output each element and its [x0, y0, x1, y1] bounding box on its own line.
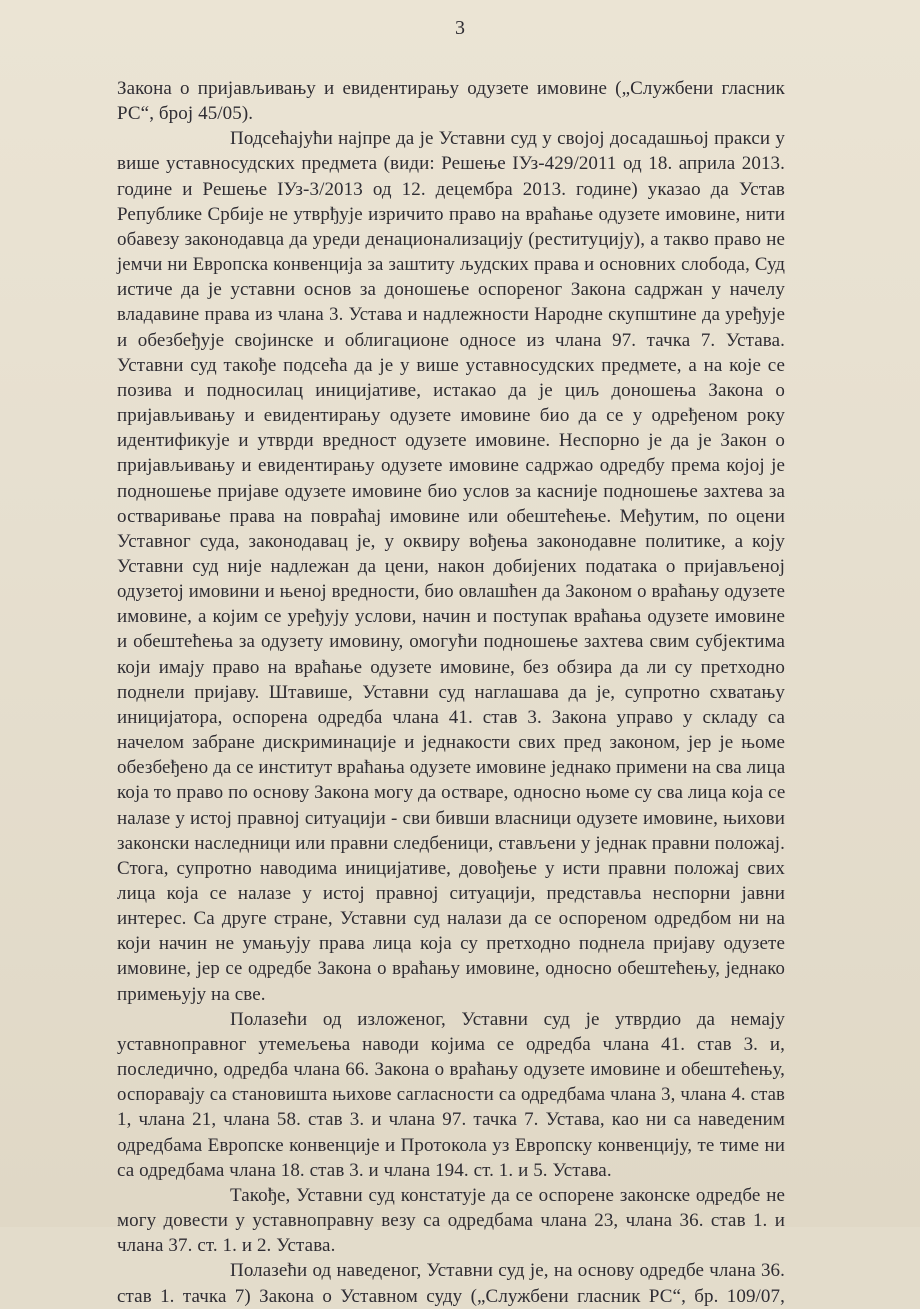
text-line: и обезбеђује својинске и облигационе односе из члана 97. тачка 7. Устава.: [117, 329, 785, 351]
paragraph: [117, 1183, 785, 1258]
text-line: пријављивању и евидентирању одузете имовине био да се у одређеном року: [117, 405, 785, 427]
text-line: законски наследници или правни следбеници, стављени у једнак правни положај.: [117, 832, 785, 854]
text-line: подношење пријаве одузете имовине био услов за касније подношење захтева за: [117, 480, 785, 502]
paragraph: [117, 126, 785, 1006]
document-body: [117, 76, 785, 1309]
text-line: владавине права из члана 3. Устава и надлежности Народне скупштине да уређује: [117, 304, 785, 326]
paragraph: [117, 1258, 785, 1308]
text-line: РС“, број 45/05).: [117, 103, 254, 125]
text-line: обавезу законодавца да уреди денационализацију (реституцију), а такво право не: [117, 228, 785, 250]
text-line: став 1. тачка 7) Закона о Уставном суду („Службени гласник РС“, бр. 109/07,: [117, 1285, 785, 1307]
text-line: јемчи ни Европска конвенција за заштиту људских права и основних слобода, Суд: [117, 254, 785, 276]
text-line: Уставни суд није надлежан да цени, након добијених података о пријављеној: [117, 555, 785, 577]
text-line: оспоравају са становишта њихове сагласности са одредбама члана 3, члана 4. став: [117, 1084, 785, 1106]
text-line: Полазећи од наведеног, Уставни суд је, на основу одредбе члана 36.: [230, 1260, 785, 1282]
text-line: члана 37. ст. 1. и 2. Устава.: [117, 1235, 336, 1257]
text-line: последично, одредба члана 66. Закона о враћању одузете имовине и обештећењу,: [117, 1059, 785, 1081]
text-line: Подсећајући најпре да је Уставни суд у својој досадашњој пракси у: [230, 128, 785, 150]
text-line: више уставносудских предмета (види: Решење ІУз-429/2011 од 18. априла 2013.: [117, 153, 785, 175]
text-line: који начин не умањују права лица која су претходно поднела пријаву одузете: [117, 933, 785, 955]
text-line: Републике Србије не утврђује изричито право на враћање одузете имовине, нити: [117, 203, 785, 225]
text-line: могу довести у уставноправну везу са одредбама члана 23, члана 36. став 1. и: [117, 1210, 785, 1232]
text-line: одредбама Европске конвенције и Протокола уз Европску конвенцију, те тиме ни: [117, 1134, 785, 1156]
text-line: са одредбама члана 18. став 3. и члана 194. ст. 1. и 5. Устава.: [117, 1159, 612, 1181]
paragraph: [117, 1007, 785, 1183]
text-line: имовине, а којим се уређују услови, начин и поступак враћања одузете имовине: [117, 606, 785, 628]
text-line: уставноправног утемељења наводи којима се одредба члана 41. став 3. и,: [117, 1033, 785, 1055]
text-line: године и Решење ІУз-3/2013 од 12. децембра 2013. године) указао да Устав: [117, 178, 785, 200]
text-line: обезбеђено да се институт враћања одузете имовине једнако примени на сва лица: [117, 757, 786, 779]
text-line: лица која се налазе у истој правној ситуацији, представља неспорни јавни: [117, 883, 785, 904]
text-line: 1, члана 21, члана 58. став 3. и члана 97. тачка 7. Устава, као ни са наведеним: [117, 1109, 785, 1131]
text-line: и обештећења за одузету имовину, омогући подношење захтева свим субјектима: [117, 631, 785, 653]
text-line: поднели пријаву. Штавише, Уставни суд наглашава да је, супротно схватању: [117, 681, 785, 703]
text-line: Закона о пријављивању и евидентирању одузете имовине („Службени гласник: [117, 78, 785, 99]
text-line: примењују на све.: [117, 983, 266, 1005]
text-line: идентификује и утврди вредност одузете имовине. Неспорно је да је Закон о: [117, 430, 785, 452]
text-line: Полазећи од изложеног, Уставни суд је утврдио да немају: [230, 1008, 785, 1030]
text-line: одузетој имовини и њеној вредности, био овлашћен да Законом о враћању одузете: [117, 581, 785, 603]
text-line: Стога, супротно наводима иницијативе, довођење у исти правни положај свих: [117, 857, 785, 879]
text-line: иницијатора, оспорена одредба члана 41. став 3. Закона управо у складу са: [117, 706, 785, 728]
text-line: која то право по основу Закона могу да остваре, односно њоме су сва лица која се: [117, 782, 786, 804]
text-line: позива и подносилац иницијативе, истакао да је циљ доношења Закона о: [117, 379, 785, 401]
page-number: 3: [455, 17, 465, 39]
text-line: који имају право на враћање одузете имовине, без обзира да ли су претходно: [117, 656, 785, 678]
text-line: начелом забране дискриминације и једнакости свих пред законом, јер је њоме: [117, 732, 785, 754]
text-line: налазе у истој правној ситуацији - сви бивши власници одузете имовине, њихови: [117, 807, 785, 829]
text-line: интерес. Са друге стране, Уставни суд налази да се оспореном одредбом ни на: [117, 908, 785, 930]
text-line: остваривање права на повраћај имовине или обештећење. Међутим, по оцени: [117, 505, 785, 527]
paragraph: [117, 76, 785, 126]
text-line: истиче да је уставни основ за доношење оспореног Закона садржан у начелу: [117, 279, 785, 301]
text-line: пријављивању и евидентирању одузете имовине садржао одредбу према којој је: [117, 455, 785, 477]
text-line: Уставни суд такође подсећа да је у више уставносудских предмете, а на које се: [117, 354, 785, 376]
text-line: Такође, Уставни суд констатује да се оспорене законске одредбе не: [230, 1184, 785, 1206]
text-line: Уставног суда, законодавац је, у оквиру вођења законодавне политике, а коју: [117, 530, 785, 552]
text-line: имовине, јер се одредбе Закона о враћању имовине, односно обештећењу, једнако: [117, 958, 785, 980]
